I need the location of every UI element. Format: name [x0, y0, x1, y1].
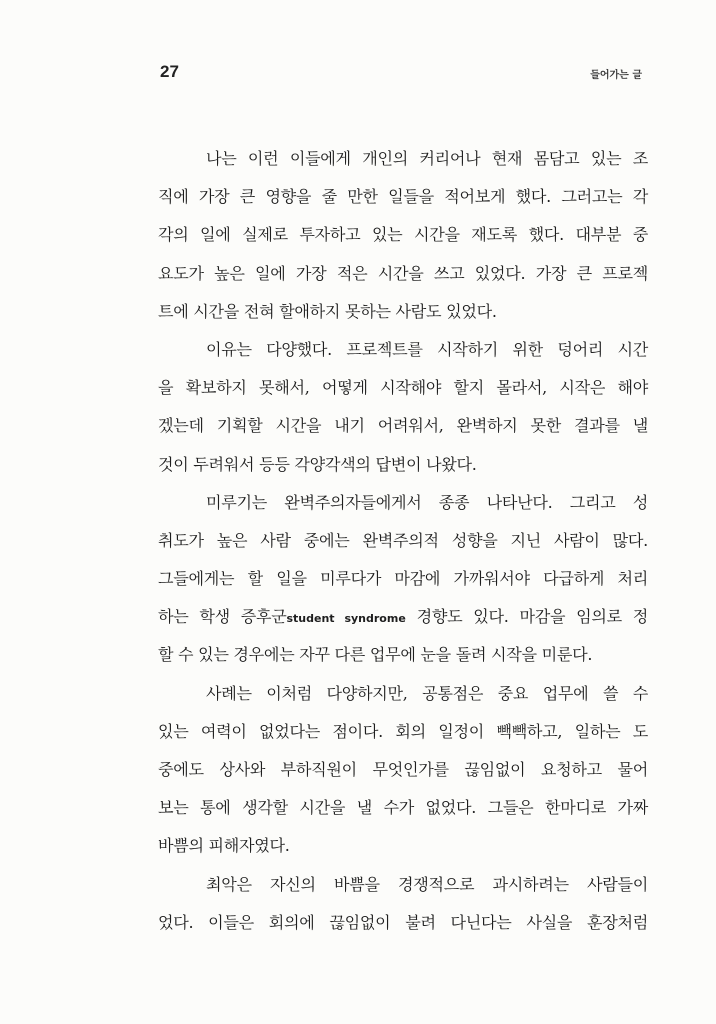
body-text [158, 140, 648, 942]
text-line: 중에도 상사와 부하직원이 무엇인가를 끊임없이 요청하고 물어 [158, 760, 648, 779]
text-line: 보는 통에 생각할 시간을 낼 수가 없었다. 그들은 한마디로 가짜 [158, 798, 648, 818]
text-line: 그들에게는 할 일을 미루다가 마감에 가까워서야 다급하게 처리 [158, 569, 648, 589]
text-line: 것이 두려워서 등등 각양각색의 답변이 나왔다. [158, 454, 477, 474]
text-segment: 경향도 있다. 마감을 임의로 정 [405, 607, 649, 627]
text-line: 직에 가장 큰 영향을 줄 만한 일들을 적어보게 했다. 그러고는 각 [158, 187, 648, 207]
text-line: 바쁨의 피해자였다. [158, 836, 290, 856]
text-line: 나는 이런 이들에게 개인의 커리어나 현재 몸담고 있는 조 [206, 149, 648, 168]
text-line: 었다. 이들은 회의에 끊임없이 불려 다닌다는 사실을 훈장처럼 [158, 912, 648, 932]
text-line: 을 확보하지 못해서, 어떻게 시작해야 할지 몰라서, 시작은 해야 [158, 378, 648, 398]
running-head: 들어가는 글 [590, 70, 642, 81]
text-line: 사례는 이처럼 다양하지만, 공통점은 중요 업무에 쓸 수 [206, 683, 648, 703]
page-number: 27 [160, 62, 179, 81]
text-line [158, 598, 648, 636]
text-line: 취도가 높은 사람 중에는 완벽주의적 성향을 지닌 사람이 많다. [158, 530, 648, 550]
text-line: 있는 여력이 없었다는 점이다. 회의 일정이 빽빽하고, 일하는 도 [158, 721, 648, 741]
text-line: 겠는데 기획할 시간을 내기 어려워서, 완벽하지 못한 결과를 낼 [158, 416, 648, 436]
text-line: 할 수 있는 경우에는 자꾸 다른 업무에 눈을 돌려 시작을 미룬다. [158, 645, 593, 665]
text-line: 트에 시간을 전혀 할애하지 못하는 사람도 있었다. [158, 301, 497, 321]
english-term: student syndrome [286, 612, 406, 626]
text-line: 요도가 높은 일에 가장 적은 시간을 쓰고 있었다. 가장 큰 프로젝 [158, 263, 648, 283]
page-header [160, 62, 642, 86]
text-line: 미루기는 완벽주의자들에게서 종종 나타난다. 그리고 성 [206, 492, 648, 512]
text-segment: 하는 학생 증후군 [158, 607, 287, 627]
text-line: 최악은 자신의 바쁨을 경쟁적으로 과시하려는 사람들이 [206, 874, 648, 894]
text-line: 각의 일에 실제로 투자하고 있는 시간을 재도록 했다. 대부분 중 [158, 225, 648, 245]
text-line: 이유는 다양했다. 프로젝트를 시작하기 위한 덩어리 시간 [206, 339, 648, 359]
